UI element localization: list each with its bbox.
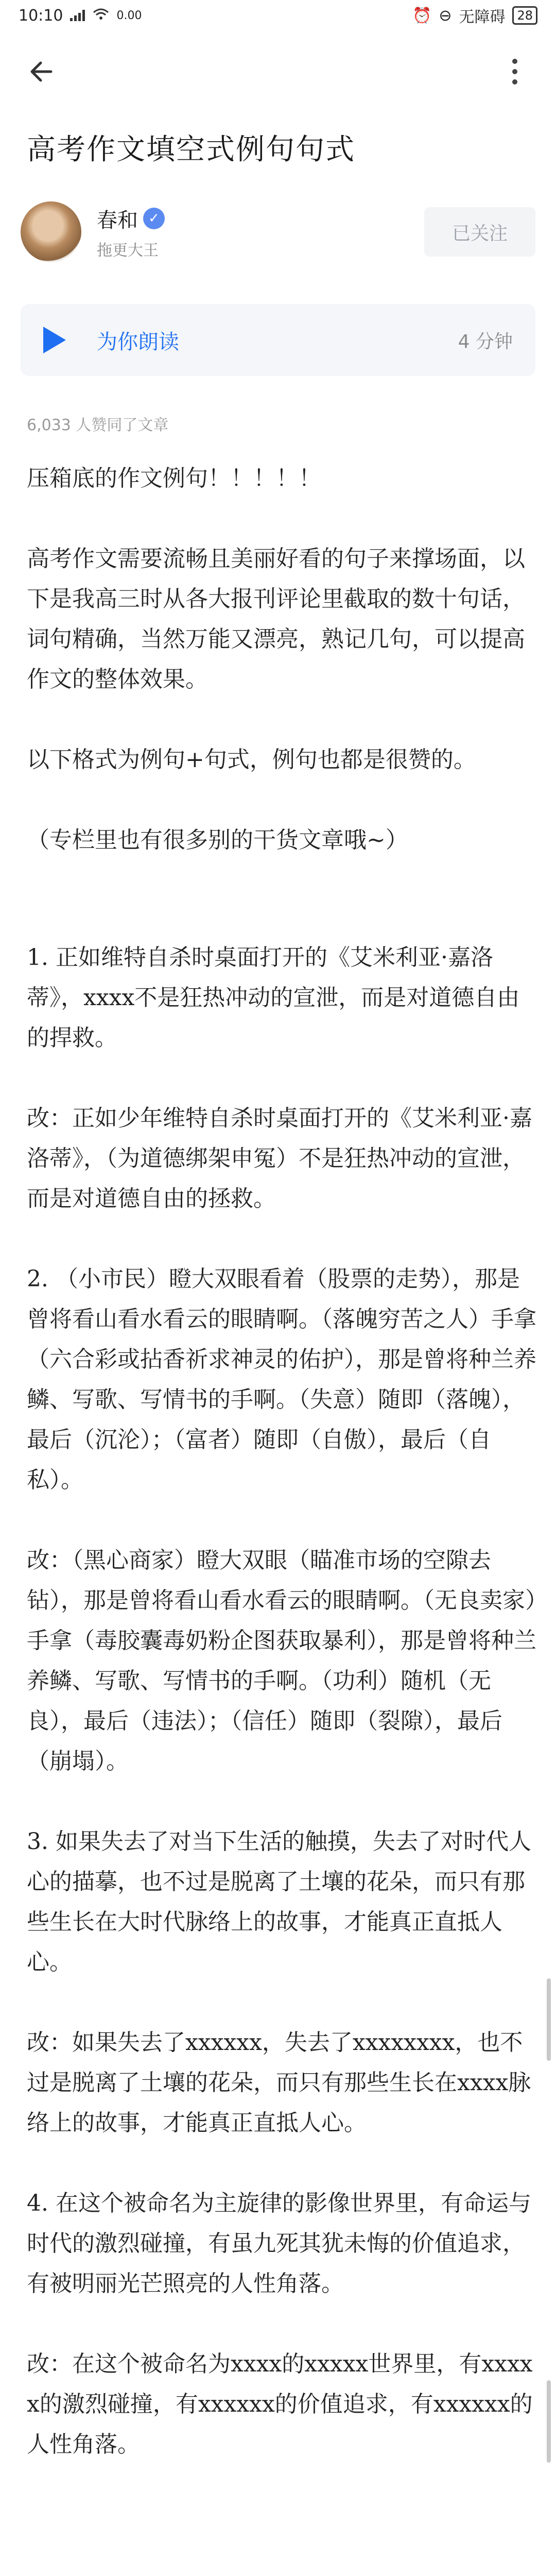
- paragraph: （专栏里也有很多别的干货文章哦~）: [27, 827, 408, 853]
- verified-badge-icon: ✓: [143, 208, 165, 229]
- paragraph: 改：（黑心商家）瞪大双眼（瞄准市场的空隙去钻），那是曾将看山看水看云的眼睛啊。（无良卖家）手拿（毒胶囊毒奶粉企图获取暴利），那是曾将种兰养鳞、写歌、写情书的手啊。（功利）随机（无良），最后（违法）；（信任）随即（裂隙），最后（崩塌）。: [27, 1547, 536, 1774]
- author-row: [21, 196, 535, 268]
- read-aloud-label: 为你朗读: [97, 330, 179, 354]
- paragraph: 改：正如少年维特自杀时桌面打开的《艾米利亚·嘉洛蒂》，（为道德绑架申冤）不是狂热冲动的宣泄，而是对道德自由的拯救。: [27, 1105, 532, 1212]
- paragraph: 改：在这个被命名为xxxx的xxxxx世界里，有xxxxx的激烈碰撞，有xxxxxx的价值追求，有xxxxxx的人性角落。: [27, 2351, 533, 2458]
- back-arrow-icon[interactable]: [21, 51, 62, 92]
- alarm-icon: ⏰: [412, 6, 432, 25]
- top-toolbar: [0, 43, 556, 100]
- status-bar: [0, 0, 556, 31]
- status-left: [19, 7, 142, 25]
- paragraph: 2. （小市民）瞪大双眼看着（股票的走势），那是曾将看山看水看云的眼睛啊。（落魄穷苦之人）手拿（六合彩或拈香祈求神灵的佑护），那是曾将种兰养鳞、写歌、写情书的手啊。（失意）随即（落魄），最后（沉沦）；（富者）随即（自傲），最后（自私）。: [27, 1266, 536, 1493]
- wifi-icon: [93, 7, 109, 25]
- agree-count: 6,033 人赞同了文章: [27, 416, 169, 434]
- read-aloud-card[interactable]: [21, 304, 535, 376]
- network-speed: 0.00: [116, 9, 142, 22]
- author-name-wrap: [97, 204, 165, 233]
- play-icon: [43, 327, 66, 353]
- battery-icon: 28: [512, 6, 537, 25]
- status-right: [412, 4, 537, 27]
- paragraph: 改：如果失去了xxxxxx，失去了xxxxxxxx，也不过是脱离了土壤的花朵，而只有那些生长在xxxx脉络上的故事，才能真正直抵人心。: [27, 2029, 531, 2136]
- author-meta: [97, 204, 165, 260]
- paragraph: 以下格式为例句+句式，例句也都是很赞的。: [27, 747, 476, 773]
- signal-icon: [70, 10, 85, 21]
- author-name[interactable]: 春和: [97, 208, 138, 232]
- avatar[interactable]: [21, 201, 81, 262]
- scrollbar-handle[interactable]: [547, 2380, 551, 2463]
- paragraph: 高考作文需要流畅且美丽好看的句子来撑场面，以下是我高三时从各大报刊评论里截取的数十句话，词句精确，当然万能又漂亮，熟记几句，可以提高作文的整体效果。: [27, 546, 525, 692]
- accessibility-label: 无障碍: [459, 8, 506, 26]
- paragraph: 1. 正如维特自杀时桌面打开的《艾米利亚·嘉洛蒂》，xxxx不是狂热冲动的宣泄，而是对道德自由的捍救。: [27, 944, 520, 1051]
- read-time: 4 分钟: [458, 331, 513, 352]
- paragraph: 3. 如果失去了对当下生活的触摸，失去了对时代人心的描摹，也不过是脱离了土壤的花朵，而只有那些生长在大时代脉络上的故事，才能真正直抵人心。: [27, 1828, 531, 1975]
- article-title: 高考作文填空式例句句式: [27, 133, 355, 166]
- paragraph: 4. 在这个被命名为主旋律的影像世界里，有命运与时代的激烈碰撞，有虽九死其犹未悔的价值追求，有被明丽光芒照亮的人性角落。: [27, 2190, 531, 2297]
- author-description: 拖更大王: [97, 241, 159, 260]
- status-time: 10:10: [19, 6, 63, 25]
- more-vertical-icon[interactable]: [494, 51, 535, 92]
- no-disturb-icon: ⊖: [439, 6, 452, 25]
- paragraph: 压箱底的作文例句！！！！！: [27, 465, 321, 492]
- follow-button[interactable]: 已关注: [424, 207, 535, 257]
- scrollbar-handle[interactable]: [547, 1978, 551, 2061]
- article-content: [27, 459, 536, 2505]
